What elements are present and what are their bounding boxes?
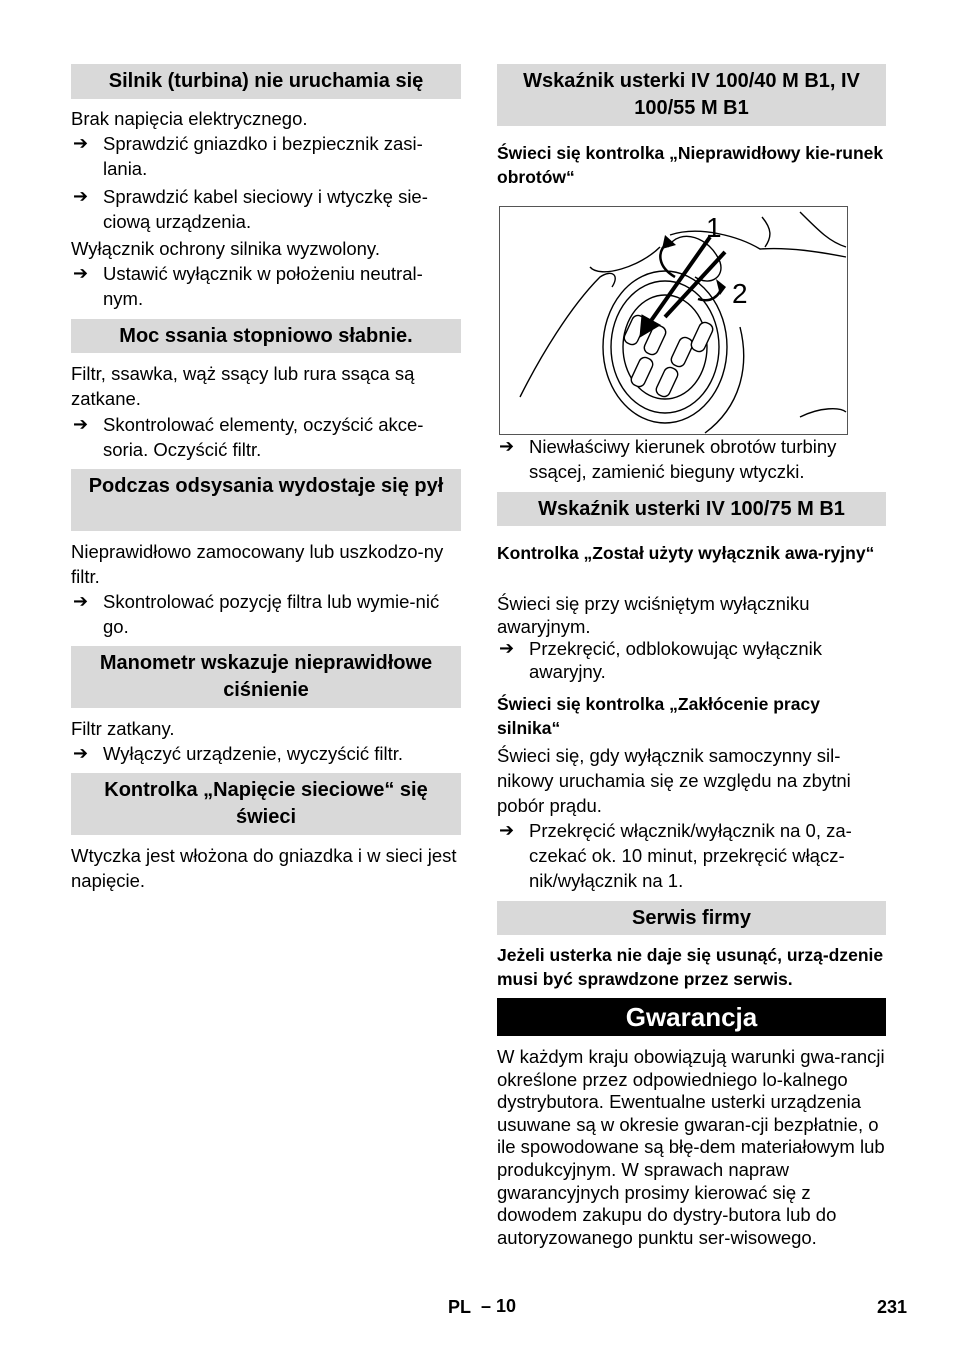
list-item bbox=[71, 412, 461, 462]
plug-illustration bbox=[500, 207, 847, 434]
paragraph: Filtr, ssawka, wąż ssący lub rura ssąca są zatkane. bbox=[71, 363, 415, 409]
arrow-right-icon: ➔ bbox=[499, 638, 515, 658]
list-item bbox=[71, 589, 461, 639]
plug-rotation-figure bbox=[499, 206, 848, 435]
list-item-text: Skontrolować pozycję filtra lub wymie-nić go. bbox=[103, 591, 440, 637]
section-header-fault-indicator-40-55: Wskaźnik usterki IV 100/40 M B1, IV 100/55 M B1 bbox=[497, 64, 886, 126]
list-item bbox=[497, 434, 886, 484]
arrow-right-icon: ➔ bbox=[73, 263, 89, 283]
list-item-text: Ustawić wyłącznik w położeniu neutral-nym. bbox=[103, 263, 423, 309]
warranty-text: W każdym kraju obowiązują warunki gwa-rancji określone przez odpowiedniego lo-kalnego dystrybutora. Ewentualne usterki urządzenia usuwane są w okresie gwaran-cji bezpłatnie, o ile spowodowane są błę-dem materiałowym lub produkcyjnym. W sprawach napraw gwarancyjnych prosimy kierować się z dowodem zakupu do dystry-butora lub do autoryzowanego punktu ser-wisowego. bbox=[497, 1046, 885, 1248]
list-item bbox=[71, 131, 461, 181]
paragraph: Filtr zatkany. bbox=[71, 718, 175, 739]
list-item-text: Przekręcić włącznik/wyłącznik na 0, za-czekać ok. 10 minut, przekręcić włącz-nik/wyłącznik na 1. bbox=[529, 820, 852, 891]
arrow-right-icon: ➔ bbox=[73, 186, 89, 206]
list-item bbox=[71, 184, 461, 234]
paragraph: Wyłącznik ochrony silnika wyzwolony. bbox=[71, 238, 380, 259]
list-item-text: Sprawdzić kabel sieciowy i wtyczkę sie-ciową urządzenia. bbox=[103, 186, 428, 232]
arrow-right-icon: ➔ bbox=[499, 820, 515, 840]
section-header-manometer: Manometr wskazuje nieprawidłowe ciśnienie bbox=[71, 646, 461, 708]
figure-label-1: 1 bbox=[706, 212, 722, 243]
paragraph: Nieprawidłowo zamocowany lub uszkodzo-ny filtr. bbox=[71, 541, 444, 587]
paragraph: Świeci się przy wciśniętym wyłączniku awaryjnym. bbox=[497, 593, 810, 637]
arrow-right-icon: ➔ bbox=[73, 743, 89, 763]
service-note: Jeżeli usterka nie daje się usunąć, urzą-dzenie musi być sprawdzone przez serwis. bbox=[497, 945, 884, 989]
paragraph: Brak napięcia elektrycznego. bbox=[71, 108, 308, 129]
section-header-suction-weakens: Moc ssania stopniowo słabnie. bbox=[71, 319, 461, 353]
list-item bbox=[71, 741, 461, 766]
paragraph: Wtyczka jest włożona do gniazdka i w sieci jest napięcie. bbox=[71, 845, 457, 891]
section-header-motor-not-starting: Silnik (turbina) nie uruchamia się bbox=[71, 64, 461, 99]
section-header-warranty: Gwarancja bbox=[497, 998, 886, 1036]
footer-language: PL bbox=[448, 1297, 472, 1317]
list-item bbox=[497, 818, 886, 893]
page-number: 231 bbox=[877, 1297, 908, 1317]
list-item-text: Wyłączyć urządzenie, wyczyścić filtr. bbox=[103, 743, 404, 764]
arrow-right-icon: ➔ bbox=[499, 436, 515, 456]
paragraph: Świeci się, gdy wyłącznik samoczynny sil-nikowy uruchamia się ze względu na zbytni pobór prądu. bbox=[497, 745, 851, 816]
subheading: Świeci się kontrolka „Nieprawidłowy kie-runek obrotów“ bbox=[497, 143, 884, 187]
figure-label-2: 2 bbox=[732, 278, 748, 309]
arrow-right-icon: ➔ bbox=[73, 414, 89, 434]
section-header-service: Serwis firmy bbox=[497, 901, 886, 935]
footer-local-page: – 10 bbox=[481, 1296, 517, 1316]
arrow-right-icon: ➔ bbox=[73, 133, 89, 153]
list-item-text: Niewłaściwy kierunek obrotów turbiny ssącej, zamienić bieguny wtyczki. bbox=[529, 436, 837, 482]
list-item-text: Przekręcić, odblokowując wyłącznik awaryjny. bbox=[529, 638, 823, 682]
list-item bbox=[497, 637, 886, 683]
section-header-mains-voltage: Kontrolka „Napięcie sieciowe“ się świeci bbox=[71, 773, 461, 835]
section-header-dust-escapes: Podczas odsysania wydostaje się pył bbox=[71, 469, 461, 531]
subheading: Świeci się kontrolka „Zakłócenie pracy silnika“ bbox=[497, 694, 820, 738]
list-item bbox=[71, 261, 461, 311]
subheading: Kontrolka „Został użyty wyłącznik awa-ryjny“ bbox=[497, 543, 875, 563]
arrow-right-icon: ➔ bbox=[73, 591, 89, 611]
section-header-fault-indicator-75: Wskaźnik usterki IV 100/75 M B1 bbox=[497, 492, 886, 526]
list-item-text: Sprawdzić gniazdko i bezpiecznik zasi-lania. bbox=[103, 133, 423, 179]
list-item-text: Skontrolować elementy, oczyścić akce-soria. Oczyścić filtr. bbox=[103, 414, 424, 460]
